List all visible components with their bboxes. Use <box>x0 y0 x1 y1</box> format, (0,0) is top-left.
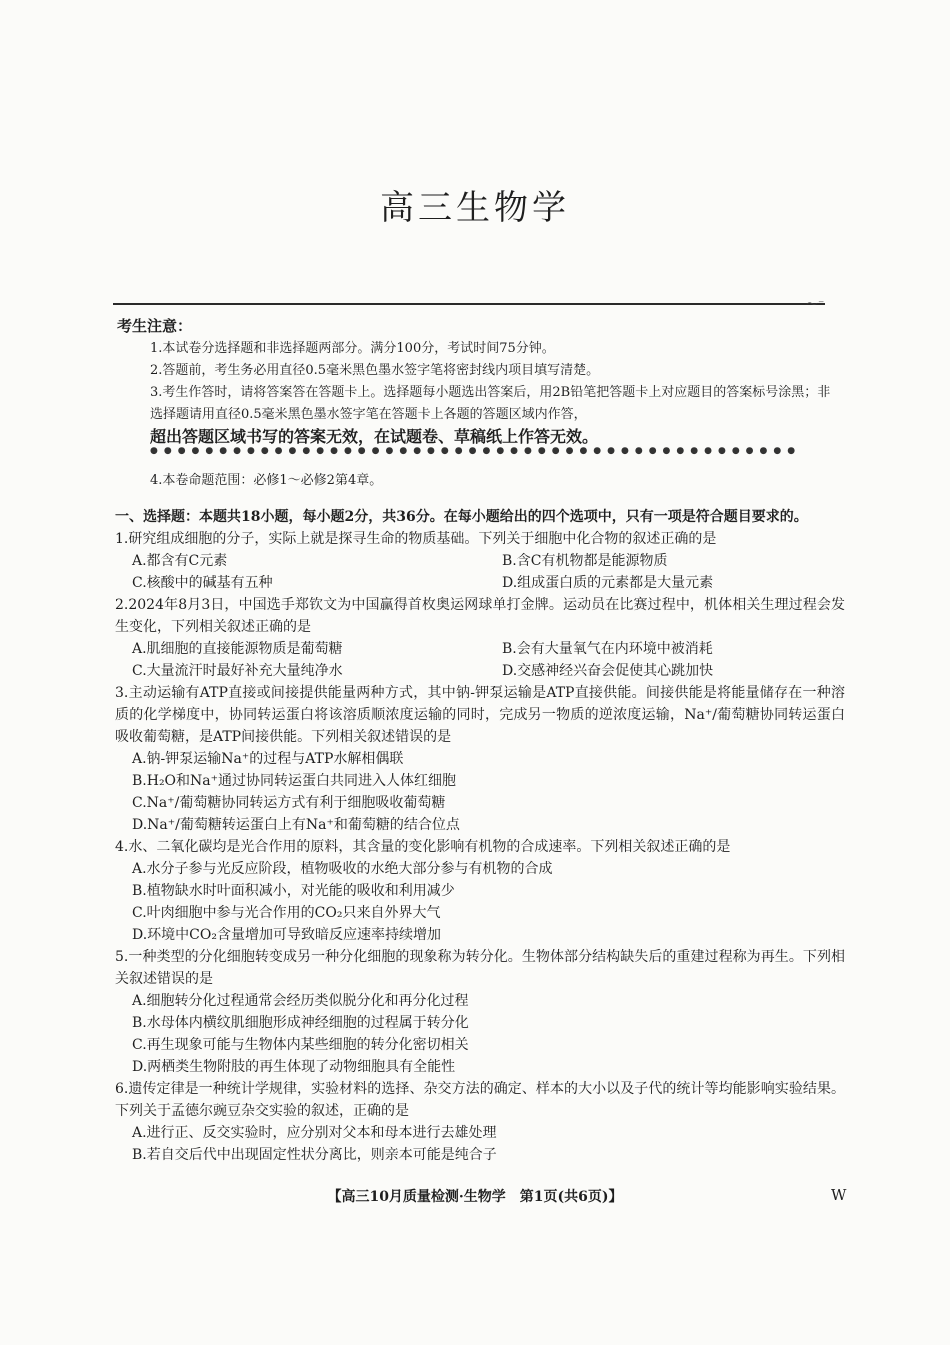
option-a: A.钠-钾泵运输Na⁺的过程与ATP水解相偶联 <box>132 751 404 767</box>
option-b: B.若自交后代中出现固定性状分离比，则亲本可能是纯合子 <box>132 1147 497 1163</box>
option-a: A.都含有C元素 <box>132 553 228 569</box>
divider-tail: ～⁻ <box>806 297 825 311</box>
options-row <box>115 572 845 594</box>
note-item: 4.本卷命题范围：必修1～必修2第4章。 <box>150 473 383 488</box>
option-a: A.肌细胞的直接能源物质是葡萄糖 <box>132 641 343 657</box>
option-c: C.大量流汗时最好补充大量纯净水 <box>132 663 343 679</box>
option-a: A.进行正、反交实验时，应分别对父本和母本进行去雄处理 <box>132 1125 497 1141</box>
option-c: C.核酸中的碱基有五种 <box>132 575 273 591</box>
option-b: B.H₂O和Na⁺通过协同转运蛋白共同进入人体红细胞 <box>132 773 457 789</box>
header-divider <box>113 303 825 305</box>
notes-heading: 考生注意： <box>117 317 193 335</box>
page-title: 高三生物学 <box>380 188 570 228</box>
option-d: D.环境中CO₂含量增加可导致暗反应速率持续增加 <box>132 927 441 943</box>
emphasis-dots: ●●●●●●●●●●●●●●●●●●●●●●●●●●●●●●●●●●●●●●●●●●●●●●● <box>150 446 802 456</box>
question-2: 2.2024年8月3日，中国选手郑钦文为中国赢得首枚奥运网球单打金牌。运动员在比赛过程中，机体相关生理过程会发生变化，下列相关叙述正确的是 <box>115 597 845 635</box>
option-d: D.组成蛋白质的元素都是大量元素 <box>502 575 714 591</box>
note-emphasis: 超出答题区域书写的答案无效，在试题卷、草稿纸上作答无效。 <box>150 427 599 446</box>
option-d: D.交感神经兴奋会促使其心跳加快 <box>502 663 714 679</box>
question-5: 5.一种类型的分化细胞转变成另一种分化细胞的现象称为转分化。生物体部分结构缺失后的重建过程称为再生。下列相关叙述错误的是 <box>115 949 845 987</box>
options-row <box>115 550 845 572</box>
version-code: W <box>831 1186 847 1204</box>
question-1: 1.研究组成细胞的分子，实际上就是探寻生命的物质基础。下列关于细胞中化合物的叙述正确的是 <box>115 531 717 547</box>
note-item: 1.本试卷分选择题和非选择题两部分。满分100分，考试时间75分钟。 <box>150 341 555 356</box>
question-3: 3.主动运输有ATP直接或间接提供能量两种方式，其中钠-钾泵运输是ATP直接供能。间接供能是将能量储存在一种溶质的化学梯度中，协同转运蛋白将该溶质顺浓度运输的同时，完成另一物质的逆浓度运输，Na⁺/葡萄糖协同转运蛋白吸收葡萄糖，是ATP间接供能。下列相关叙述错误的是 <box>115 685 845 745</box>
options-row <box>115 638 845 660</box>
option-a: A.水分子参与光反应阶段，植物吸收的水绝大部分参与有机物的合成 <box>132 861 553 877</box>
option-b: B.含C有机物都是能源物质 <box>502 553 668 569</box>
option-b: B.植物缺水时叶面积减小，对光能的吸收和利用减少 <box>132 883 455 899</box>
option-c: C.Na⁺/葡萄糖协同转运方式有利于细胞吸收葡萄糖 <box>132 795 446 811</box>
option-c: C.再生现象可能与生物体内某些细胞的转分化密切相关 <box>132 1037 469 1053</box>
note-item: 2.答题前，考生务必用直径0.5毫米黑色墨水签字笔将密封线内项目填写清楚。 <box>150 363 600 378</box>
option-d: D.Na⁺/葡萄糖转运蛋白上有Na⁺和葡萄糖的结合位点 <box>132 817 460 833</box>
section-heading: 一、选择题：本题共18小题，每小题2分，共36分。在每小题给出的四个选项中，只有一项是符合题目要求的。 <box>115 509 808 525</box>
question-6: 6.遗传定律是一种统计学规律，实验材料的选择、杂交方法的确定、样本的大小以及子代的统计等均能影响实验结果。下列关于孟德尔豌豆杂交实验的叙述，正确的是 <box>115 1081 845 1119</box>
option-a: A.细胞转分化过程通常会经历类似脱分化和再分化过程 <box>132 993 469 1009</box>
question-4: 4.水、二氧化碳均是光合作用的原料，其含量的变化影响有机物的合成速率。下列相关叙述正确的是 <box>115 839 731 855</box>
question-body <box>115 506 845 1166</box>
option-c: C.叶肉细胞中参与光合作用的CO₂只来自外界大气 <box>132 905 441 921</box>
option-b: B.会有大量氧气在内环境中被消耗 <box>502 641 713 657</box>
option-b: B.水母体内横纹肌细胞形成神经细胞的过程属于转分化 <box>132 1015 469 1031</box>
note-item: 3.考生作答时，请将答案答在答题卡上。选择题每小题选出答案后，用2B铅笔把答题卡上对应题目的答案标号涂黑；非选择题请用直径0.5毫米黑色墨水签字笔在答题卡上各题的答题区域内作答， <box>150 385 831 422</box>
options-row <box>115 660 845 682</box>
page-footer: 【高三10月质量检测·生物学 第1页(共6页)】 <box>327 1189 623 1205</box>
option-d: D.两栖类生物附肢的再生体现了动物细胞具有全能性 <box>132 1059 456 1075</box>
notes-list <box>150 338 840 492</box>
